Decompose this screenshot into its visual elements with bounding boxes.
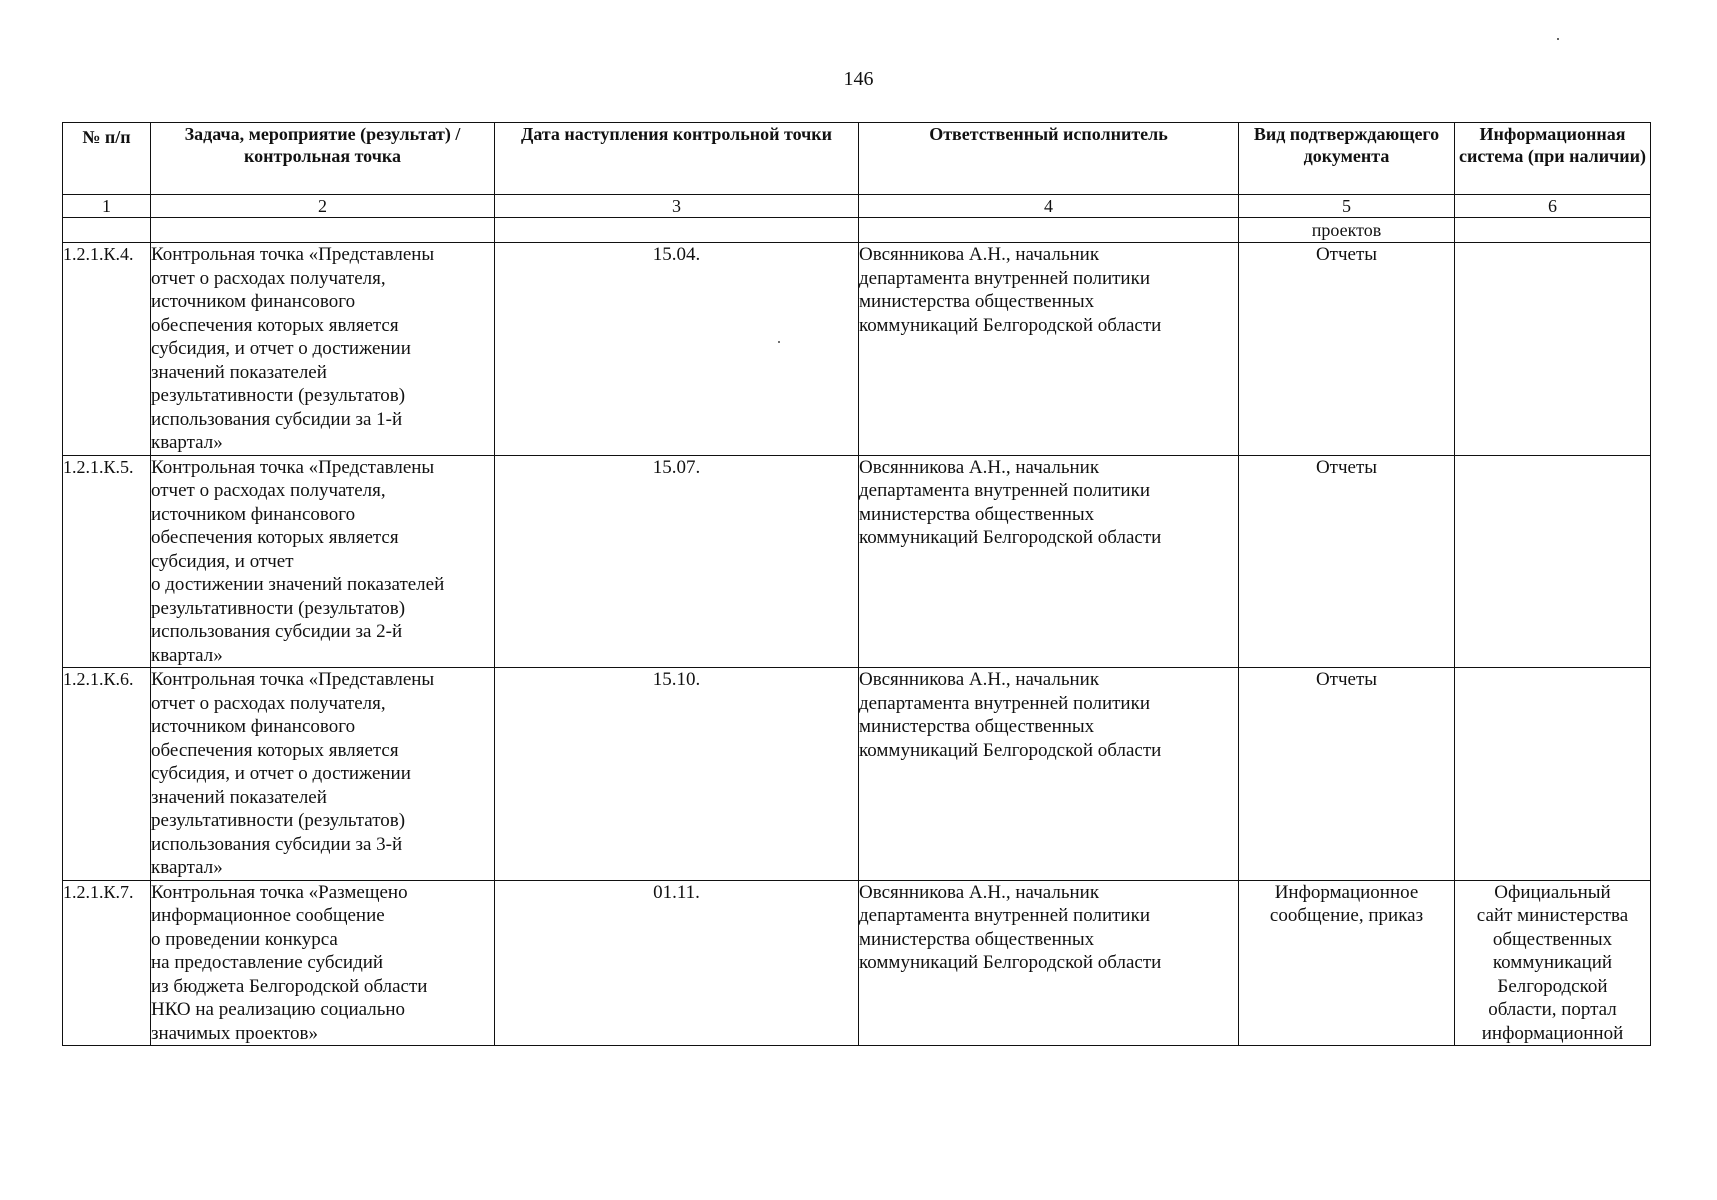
row-responsible: Овсянникова А.Н., начальник департамента внутренней политики министерства общественных коммуникаций Белгородской области xyxy=(859,455,1239,668)
row-task: Контрольная точка «Размещено информационное сообщение о проведении конкурса на предоставление субсидий из бюджета Белгородской области НКО на реализацию социально значимых проектов» xyxy=(151,880,495,1046)
row-info-system xyxy=(1455,455,1651,668)
row-date: 01.11. xyxy=(495,880,859,1046)
row-task: Контрольная точка «Представлены отчет о расходах получателя, источником финансового обеспечения которых является субсидия, и отчет о достижении значений показателей результативности (результатов) использования субсидии за 3-й квартал» xyxy=(151,668,495,881)
empty-cell xyxy=(859,218,1239,243)
header-responsible: Ответственный исполнитель xyxy=(859,123,1239,195)
row-doc-type: Информационное сообщение, приказ xyxy=(1239,880,1455,1046)
scan-artifact-dot xyxy=(1557,38,1559,40)
header-doc-type: Вид подтверждающего документа xyxy=(1239,123,1455,195)
row-task: Контрольная точка «Представлены отчет о расходах получателя, источником финансового обеспечения которых является субсидия, и отчет о достижении значений показателей результативности (результатов) использования субсидии за 1-й квартал» xyxy=(151,243,495,456)
empty-cell xyxy=(151,218,495,243)
empty-cell xyxy=(495,218,859,243)
header-task: Задача, мероприятие (результат) / контрольная точка xyxy=(151,123,495,195)
row-info-system xyxy=(1455,243,1651,456)
table-row xyxy=(63,668,1651,881)
page-number: 146 xyxy=(843,68,874,90)
row-doc-type: Отчеты xyxy=(1239,243,1455,456)
column-number: 4 xyxy=(859,195,1239,218)
table-row xyxy=(63,880,1651,1046)
row-date: 15.10. xyxy=(495,668,859,881)
continuation-row xyxy=(63,218,1651,243)
empty-cell xyxy=(1455,218,1651,243)
control-points-table xyxy=(62,122,1651,1046)
header-info-system: Информационная система (при наличии) xyxy=(1455,123,1651,195)
row-doc-type: Отчеты xyxy=(1239,668,1455,881)
header-number: № п/п xyxy=(63,123,151,195)
row-task: Контрольная точка «Представлены отчет о расходах получателя, источником финансового обеспечения которых является субсидия, и отчет о достижении значений показателей результативности (результатов) использования субсидии за 2-й квартал» xyxy=(151,455,495,668)
column-number: 2 xyxy=(151,195,495,218)
header-date: Дата наступления контрольной точки xyxy=(495,123,859,195)
table-row xyxy=(63,243,1651,456)
row-responsible: Овсянникова А.Н., начальник департамента внутренней политики министерства общественных коммуникаций Белгородской области xyxy=(859,668,1239,881)
table-header-row xyxy=(63,123,1651,195)
row-id: 1.2.1.К.4. xyxy=(63,243,151,456)
row-date: 15.04. xyxy=(495,243,859,456)
row-id: 1.2.1.К.7. xyxy=(63,880,151,1046)
column-number: 6 xyxy=(1455,195,1651,218)
row-info-system: Официальный сайт министерства общественных коммуникаций Белгородской области, портал информационной xyxy=(1455,880,1651,1046)
row-info-system xyxy=(1455,668,1651,881)
column-number: 1 xyxy=(63,195,151,218)
row-id: 1.2.1.К.6. xyxy=(63,668,151,881)
empty-cell xyxy=(63,218,151,243)
column-number: 5 xyxy=(1239,195,1455,218)
column-number: 3 xyxy=(495,195,859,218)
column-number-row xyxy=(63,195,1651,218)
row-doc-type: Отчеты xyxy=(1239,455,1455,668)
row-date: 15.07. xyxy=(495,455,859,668)
continuation-doc-text: проектов xyxy=(1239,218,1455,243)
row-responsible: Овсянникова А.Н., начальник департамента внутренней политики министерства общественных коммуникаций Белгородской области xyxy=(859,880,1239,1046)
table-row xyxy=(63,455,1651,668)
row-responsible: Овсянникова А.Н., начальник департамента внутренней политики министерства общественных коммуникаций Белгородской области xyxy=(859,243,1239,456)
row-id: 1.2.1.К.5. xyxy=(63,455,151,668)
